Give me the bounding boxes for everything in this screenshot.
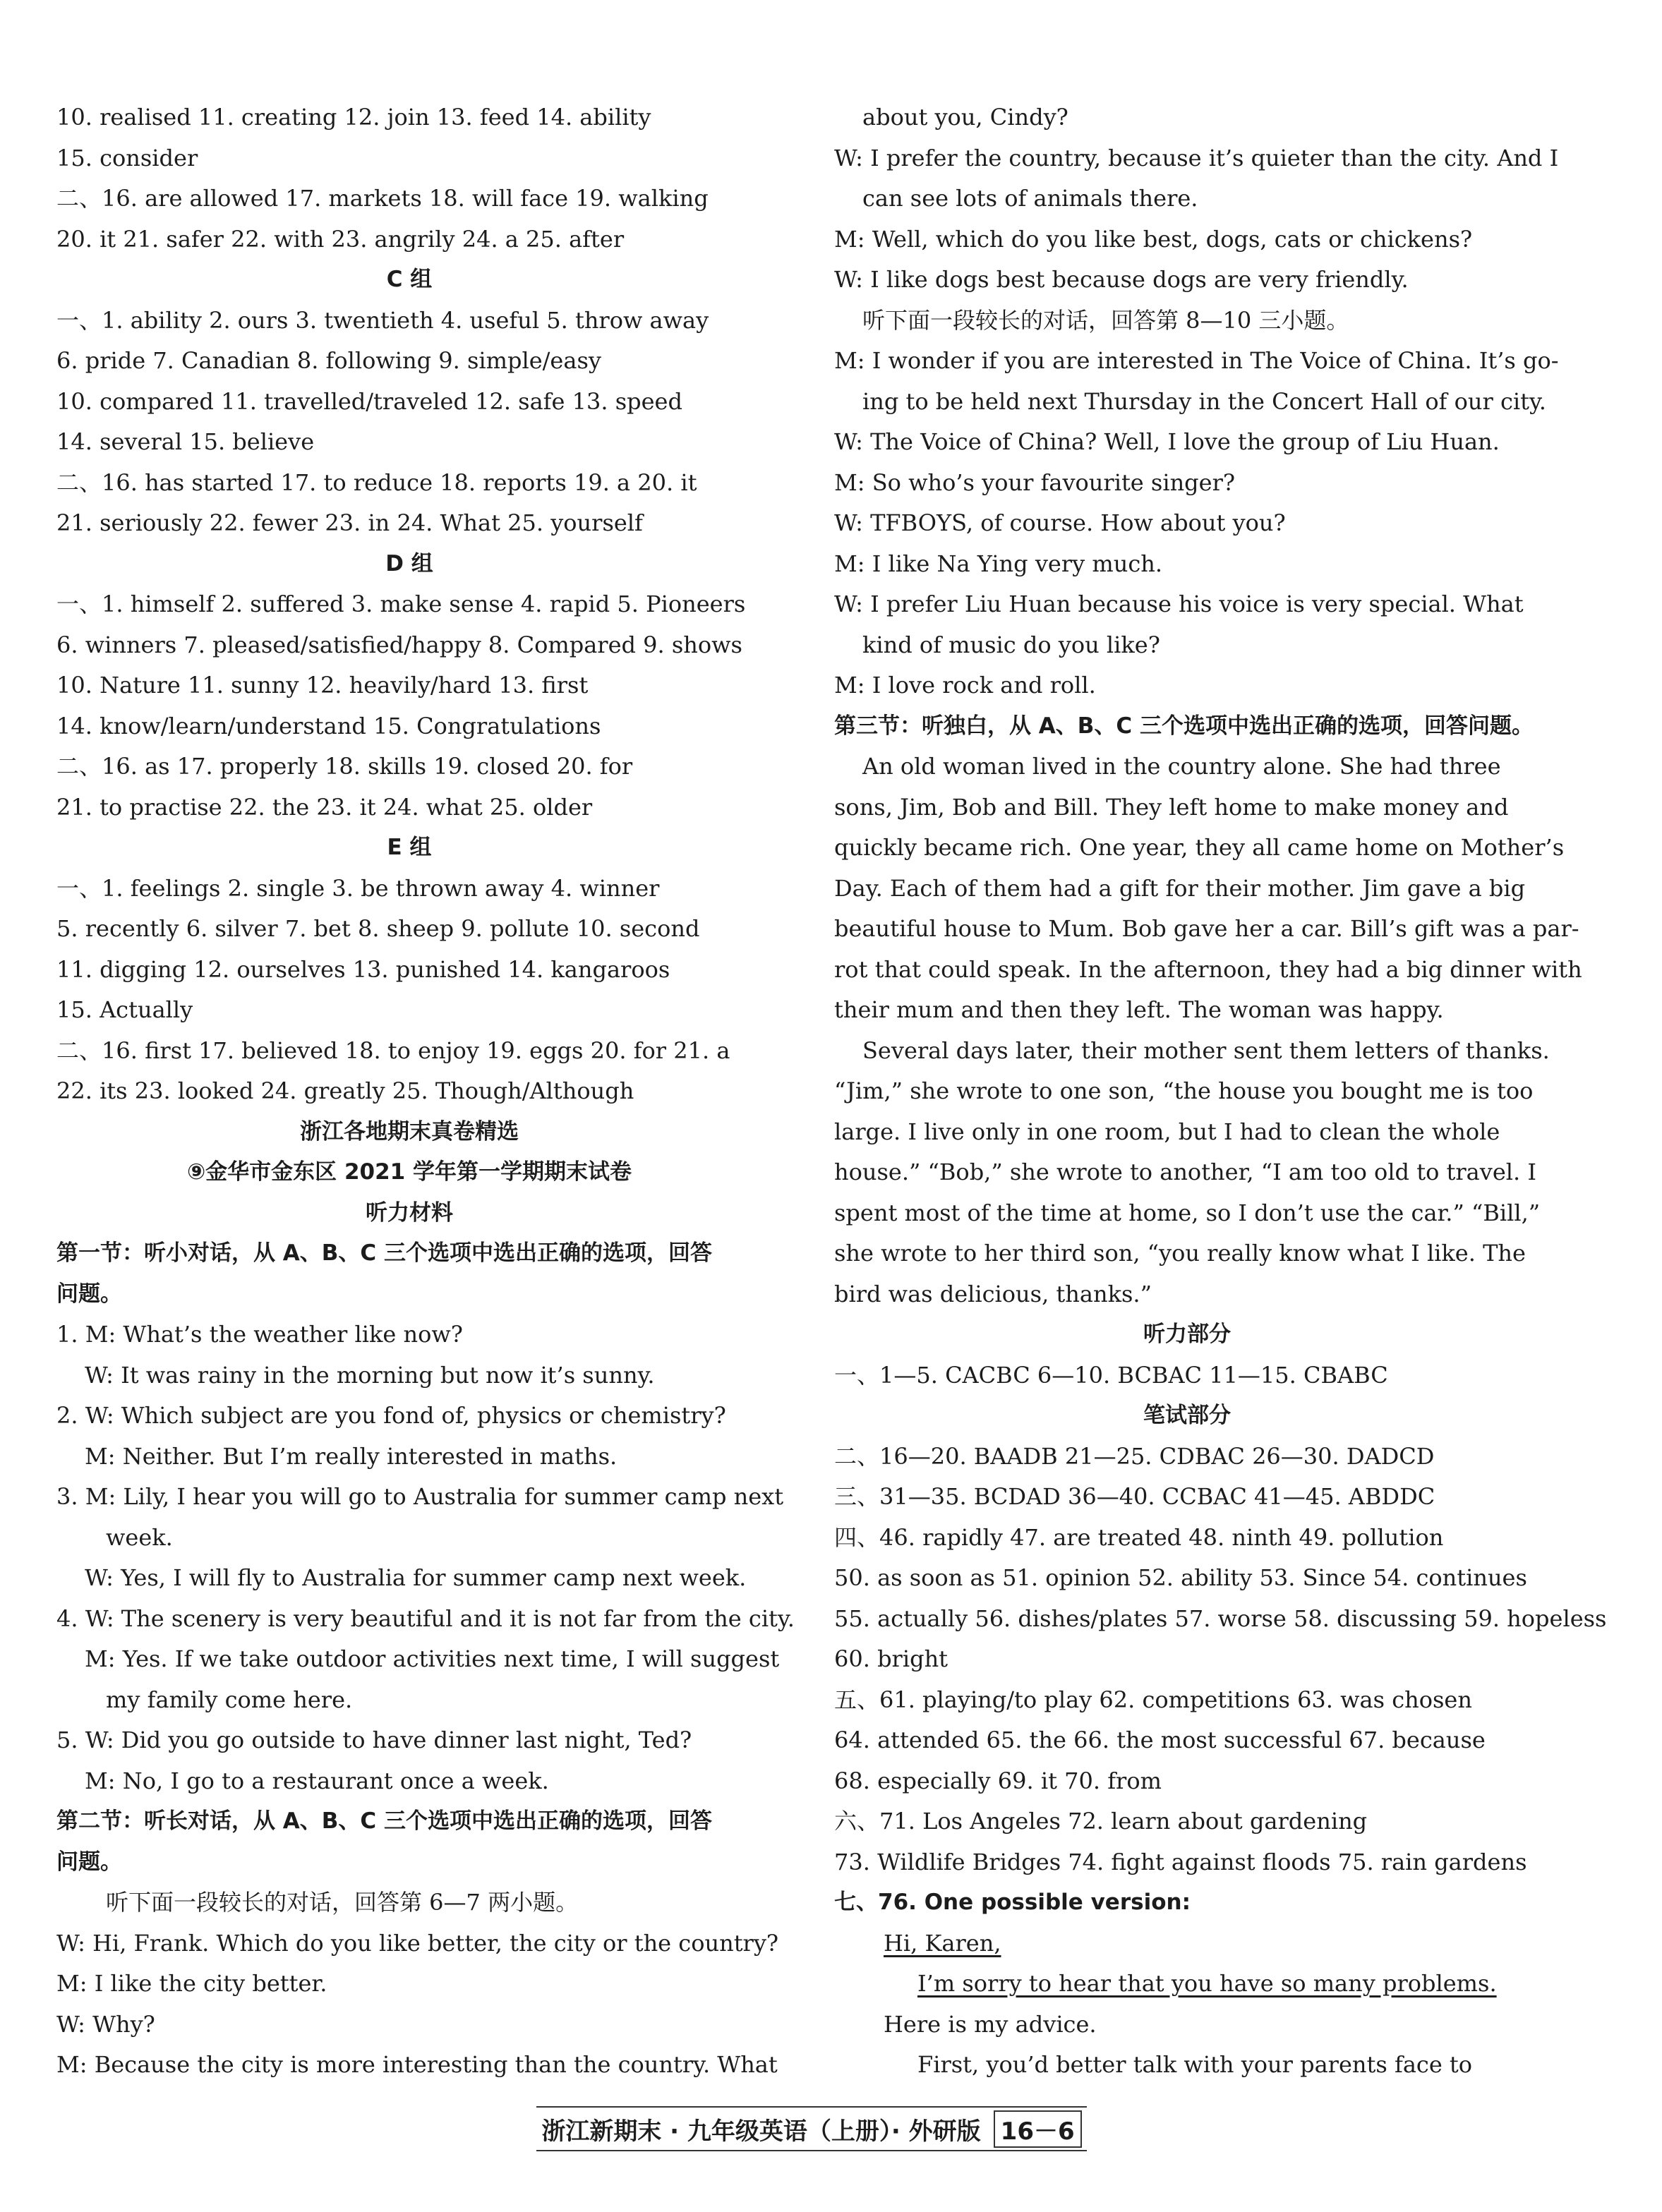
left-line: W: Yes, I will fly to Australia for summer camp next week. bbox=[85, 1564, 747, 1591]
left-line: 3. M: Lily, I hear you will go to Australia for summer camp next bbox=[56, 1483, 784, 1510]
right-line: their mum and then they left. The woman was happy. bbox=[834, 996, 1444, 1023]
right-line: W: The Voice of China? Well, I love the group of Liu Huan. bbox=[834, 428, 1500, 455]
left-line: 第二节：听长对话，从 A、B、C 三个选项中选出正确的选项，回答 bbox=[56, 1808, 712, 1834]
right-line: 三、31—35. BCDAD 36—40. CCBAC 41—45. ABDDC bbox=[834, 1483, 1435, 1510]
right-line: kind of music do you like? bbox=[862, 631, 1160, 658]
right-line: 73. Wildlife Bridges 74. fight against floods 75. rain gardens bbox=[834, 1848, 1527, 1875]
right-line: “Jim,” she wrote to one son, “the house you bought me is too bbox=[834, 1077, 1534, 1104]
page-footer bbox=[536, 2106, 1087, 2151]
left-line: M: Neither. But I’m really interested in maths. bbox=[85, 1442, 618, 1470]
left-line: 1. M: What’s the weather like now? bbox=[56, 1321, 463, 1348]
left-line: W: It was rainy in the morning but now it’s sunny. bbox=[85, 1361, 655, 1389]
left-line: M: I like the city better. bbox=[56, 1970, 327, 1997]
left-line: 10. compared 11. travelled/traveled 12. safe 13. speed bbox=[56, 387, 682, 415]
left-line: 15. Actually bbox=[56, 996, 193, 1023]
right-column bbox=[834, 97, 1607, 2086]
right-line: 一、1—5. CACBC 6—10. BCBAC 11—15. CBABC bbox=[834, 1361, 1388, 1389]
left-line: ⑨金华市金东区 2021 学年第一学期期末试卷 bbox=[186, 1159, 632, 1185]
left-line: 二、16. as 17. properly 18. skills 19. closed 20. for bbox=[56, 753, 633, 780]
right-line: ing to be held next Thursday in the Concert Hall of our city. bbox=[862, 387, 1546, 415]
right-line: bird was delicious, thanks.” bbox=[834, 1280, 1152, 1307]
right-line: W: I like dogs best because dogs are very friendly. bbox=[834, 266, 1409, 293]
left-line: 10. realised 11. creating 12. join 13. feed 14. ability bbox=[56, 104, 651, 131]
left-line: 14. know/learn/understand 15. Congratulations bbox=[56, 712, 601, 739]
right-line: Hi, Karen, bbox=[884, 1929, 1001, 1957]
left-line: 4. W: The scenery is very beautiful and it is not far from the city. bbox=[56, 1604, 795, 1632]
right-line: W: I prefer Liu Huan because his voice is very special. What bbox=[834, 591, 1524, 617]
page-number: 16－6 bbox=[994, 2110, 1082, 2148]
left-line: 一、1. ability 2. ours 3. twentieth 4. useful 5. throw away bbox=[56, 306, 709, 334]
left-line: 14. several 15. believe bbox=[56, 428, 315, 455]
right-line: 听下面一段较长的对话，回答第 8—10 三小题。 bbox=[862, 306, 1349, 334]
right-line: I’m sorry to hear that you have so many problems. bbox=[917, 1970, 1497, 1997]
left-line: 问题。 bbox=[56, 1849, 122, 1875]
right-line: M: So who’s your favourite singer? bbox=[834, 469, 1236, 496]
right-line: 68. especially 69. it 70. from bbox=[834, 1767, 1162, 1794]
left-line: 2. W: Which subject are you fond of, physics or chemistry? bbox=[56, 1402, 726, 1429]
right-line: 听力部分 bbox=[1143, 1322, 1231, 1347]
left-line: 21. seriously 22. fewer 23. in 24. What 25. yourself bbox=[56, 509, 643, 536]
right-line: 55. actually 56. dishes/plates 57. worse 58. discussing 59. hopeless bbox=[834, 1604, 1607, 1632]
footer-title: 浙江新期末 · 九年级英语（上册）· 外研版 bbox=[541, 2117, 981, 2146]
right-line: 60. bright bbox=[834, 1645, 949, 1672]
left-line: 11. digging 12. ourselves 13. punished 14. kangaroos bbox=[56, 955, 670, 983]
right-line: 七、76. One possible version: bbox=[834, 1890, 1191, 1915]
right-line: 二、16—20. BAADB 21—25. CDBAC 26—30. DADCD bbox=[834, 1442, 1435, 1470]
left-line: 22. its 23. looked 24. greatly 25. Though/Although bbox=[56, 1077, 634, 1104]
left-line: 5. recently 6. silver 7. bet 8. sheep 9. pollute 10. second bbox=[56, 915, 700, 942]
left-line: M: Because the city is more interesting than the country. What bbox=[56, 2051, 778, 2078]
right-line: Several days later, their mother sent them letters of thanks. bbox=[862, 1037, 1550, 1064]
right-line: W: I prefer the country, because it’s quieter than the city. And I bbox=[834, 144, 1559, 171]
right-line: M: I wonder if you are interested in The Voice of China. It’s go- bbox=[834, 347, 1559, 374]
right-line: 第三节：听独白，从 A、B、C 三个选项中选出正确的选项，回答问题。 bbox=[834, 713, 1534, 739]
left-line: 10. Nature 11. sunny 12. heavily/hard 13. first bbox=[56, 672, 589, 699]
right-line: 六、71. Los Angeles 72. learn about gardening bbox=[834, 1808, 1368, 1835]
left-line: W: Hi, Frank. Which do you like better, the city or the country? bbox=[56, 1929, 779, 1957]
right-line: 笔试部分 bbox=[1143, 1403, 1231, 1428]
left-line: 一、1. feelings 2. single 3. be thrown away 4. winner bbox=[56, 874, 660, 902]
left-line: C 组 bbox=[386, 267, 433, 292]
left-line: my family come here. bbox=[106, 1686, 353, 1713]
right-line: Day. Each of them had a gift for their mother. Jim gave a big bbox=[834, 874, 1526, 902]
left-line: M: No, I go to a restaurant once a week. bbox=[85, 1767, 549, 1794]
right-line: she wrote to her third son, “you really know what I like. The bbox=[834, 1240, 1526, 1267]
left-line: D 组 bbox=[385, 550, 433, 576]
right-line: 50. as soon as 51. opinion 52. ability 53. Since 54. continues bbox=[834, 1564, 1527, 1591]
right-line: An old woman lived in the country alone. She had three bbox=[862, 753, 1501, 780]
right-line: W: TFBOYS, of course. How about you? bbox=[834, 509, 1286, 536]
right-line: house.” “Bob,” she wrote to another, “I am too old to travel. I bbox=[834, 1159, 1536, 1185]
left-line: 二、16. first 17. believed 18. to enjoy 19. eggs 20. for 21. a bbox=[56, 1037, 730, 1064]
left-line: 问题。 bbox=[56, 1281, 122, 1307]
left-line: 一、1. himself 2. suffered 3. make sense 4. rapid 5. Pioneers bbox=[56, 591, 746, 617]
left-line: 6. pride 7. Canadian 8. following 9. simple/easy bbox=[56, 347, 601, 374]
right-line: about you, Cindy? bbox=[862, 104, 1068, 131]
left-line: 听力材料 bbox=[366, 1199, 453, 1226]
right-line: M: I like Na Ying very much. bbox=[834, 550, 1163, 577]
left-line: 二、16. are allowed 17. markets 18. will face 19. walking bbox=[56, 185, 709, 212]
right-line: M: I love rock and roll. bbox=[834, 672, 1096, 699]
left-line: 6. winners 7. pleased/satisfied/happy 8. Compared 9. shows bbox=[56, 631, 742, 658]
right-line: 五、61. playing/to play 62. competitions 63. was chosen bbox=[834, 1686, 1472, 1713]
left-line: W: Why? bbox=[56, 2010, 155, 2038]
right-line: can see lots of animals there. bbox=[862, 185, 1198, 212]
right-line: Here is my advice. bbox=[884, 2010, 1097, 2038]
right-line: First, you’d better talk with your parents face to bbox=[917, 2051, 1473, 2078]
right-line: 64. attended 65. the 66. the most successful 67. because bbox=[834, 1727, 1486, 1753]
left-line: M: Yes. If we take outdoor activities next time, I will suggest bbox=[85, 1645, 780, 1672]
left-line: 20. it 21. safer 22. with 23. angrily 24. a 25. after bbox=[56, 225, 625, 253]
left-line: 15. consider bbox=[56, 144, 198, 171]
right-line: quickly became rich. One year, they all came home on Mother’s bbox=[834, 834, 1565, 861]
left-line: week. bbox=[106, 1523, 173, 1551]
left-line: 第一节：听小对话，从 A、B、C 三个选项中选出正确的选项，回答 bbox=[56, 1240, 712, 1266]
left-line: E 组 bbox=[387, 835, 432, 860]
right-line: 四、46. rapidly 47. are treated 48. ninth 49. pollution bbox=[834, 1523, 1444, 1551]
right-line: spent most of the time at home, so I don’t use the car.” “Bill,” bbox=[834, 1199, 1541, 1226]
right-line: large. I live only in one room, but I had to clean the whole bbox=[834, 1118, 1500, 1145]
left-line: 5. W: Did you go outside to have dinner last night, Ted? bbox=[56, 1727, 692, 1753]
left-column bbox=[56, 97, 795, 2086]
right-line: M: Well, which do you like best, dogs, cats or chickens? bbox=[834, 225, 1473, 253]
left-line: 21. to practise 22. the 23. it 24. what 25. older bbox=[56, 793, 593, 821]
left-line: 二、16. has started 17. to reduce 18. reports 19. a 20. it bbox=[56, 469, 697, 496]
left-line: 浙江各地期末真卷精选 bbox=[300, 1118, 519, 1144]
right-line: rot that could speak. In the afternoon, they had a big dinner with bbox=[834, 955, 1582, 983]
left-line: 听下面一段较长的对话，回答第 6—7 两小题。 bbox=[106, 1889, 579, 1916]
right-line: sons, Jim, Bob and Bill. They left home to make money and bbox=[834, 793, 1509, 821]
right-line: beautiful house to Mum. Bob gave her a car. Bill’s gift was a par- bbox=[834, 915, 1579, 942]
